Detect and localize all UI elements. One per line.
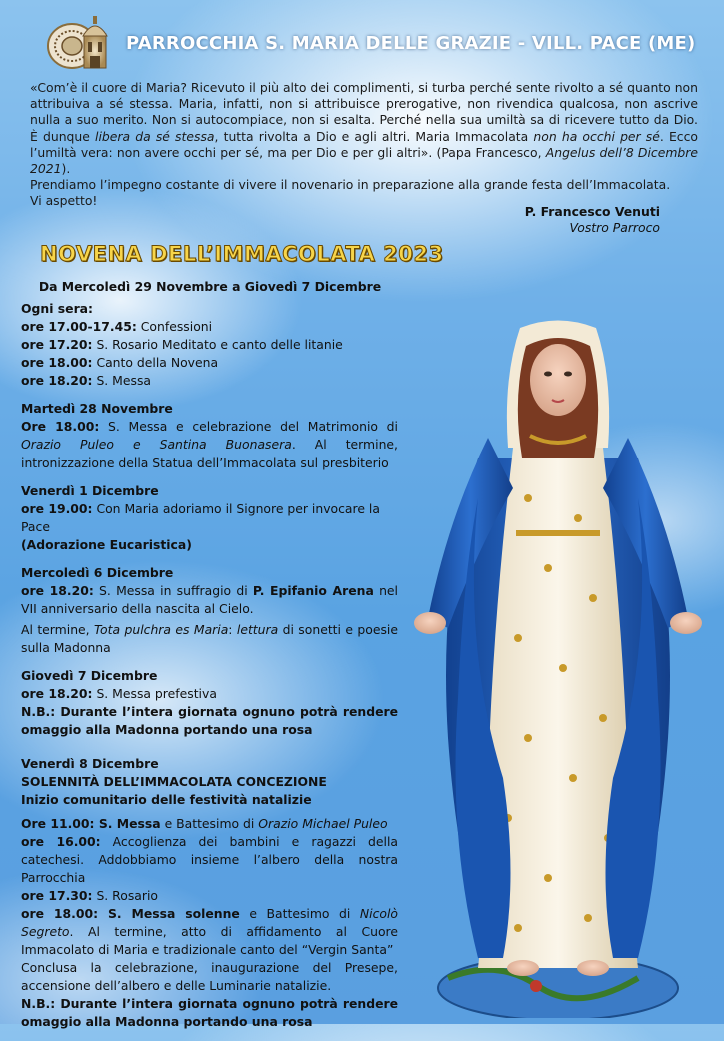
item-text: S. Rosario — [92, 888, 158, 903]
item-text: Canto della Novena — [92, 355, 219, 370]
solemnity-heading: SOLENNITÀ DELL’IMMACOLATA CONCEZIONE — [21, 774, 327, 789]
item-text: : — [228, 622, 237, 637]
intro-text-d: ). — [61, 161, 71, 177]
intro-italic-3: Angelus dell’8 Dicembre 2021 — [30, 144, 698, 177]
intro-italic-2: non ha occhi per sé — [533, 128, 660, 144]
item-text: . Al termine, atto di affidamento al Cuore Immacolato di Maria e tradizionale canto del “Vergin Santa” — [21, 924, 398, 957]
venerdi8-line-2 — [21, 833, 398, 887]
time-label: ore 19.00: — [21, 501, 93, 516]
time-label: ore 18.00: S. Messa solenne — [21, 906, 240, 921]
intro-text-c: . Ecco l’umiltà vera: non avere occhi per sé, ma per Dio e per gli altri». (Papa Francesco, — [30, 128, 698, 160]
time-label: ore 17.00-17.45: — [21, 319, 137, 334]
item-text: Accoglienza dei bambini e ragazzi della catechesi. Addobbiamo insieme l’albero della nostra Parrocchia — [21, 834, 398, 885]
venerdi1-text — [21, 500, 398, 536]
item-text: e Battesimo di — [239, 906, 360, 921]
block-venerdi-8 — [21, 755, 398, 1031]
item-text: di sonetti e poesie sulla Madonna — [21, 622, 398, 655]
time-label: ore 16.00: — [21, 834, 101, 849]
mercoledi6-heading: Mercoledì 6 Dicembre — [21, 565, 174, 580]
item-text: S. Messa prefestiva — [92, 686, 217, 701]
list-item — [21, 336, 398, 354]
intro-text-b: , tutta rivolta a Dio e agli altri. Maria Immacolata — [214, 128, 534, 144]
venerdi8-line-1 — [21, 815, 398, 833]
item-text: Con Maria adoriamo il Signore per invocare la Pace — [21, 501, 380, 534]
list-item — [21, 318, 398, 336]
item-text: . Al termine, intronizzazione della Statua dell’Immacolata sul presbiterio — [21, 437, 398, 470]
time-label: ore 18.20: — [21, 583, 94, 598]
time-label: Ore 11.00: S. Messa — [21, 816, 161, 831]
time-label: Ore 18.00: — [21, 419, 100, 434]
item-text: Al termine, — [21, 622, 95, 637]
giovedi7-heading: Giovedì 7 Dicembre — [21, 668, 158, 683]
martedi-heading: Martedì 28 Novembre — [21, 401, 173, 416]
giovedi7-nb: N.B.: Durante l’intera giornata ognuno potrà rendere omaggio alla Madonna portando una rosa — [21, 704, 398, 737]
item-text: S. Messa — [92, 373, 151, 388]
priest-name: P. Epifanio Arena — [252, 583, 374, 598]
venerdi8-line-5: Conclusa la celebrazione, inaugurazione del Presepe, accensione dell’albero e delle Luminarie natalizie. — [21, 960, 398, 993]
list-item — [21, 354, 398, 372]
festivities-heading: Inizio comunitario delle festività natalizie — [21, 792, 312, 807]
time-label: ore 17.20: — [21, 337, 93, 352]
item-text: nel VII anniversario della nascita al Cielo. — [21, 583, 399, 616]
item-text: S. Rosario Meditato e canto delle litanie — [92, 337, 343, 352]
couple-names: Orazio Puleo e Santina Buonasera — [21, 437, 292, 452]
ogni-sera-heading: Ogni sera: — [21, 301, 93, 316]
venerdi8-line-3 — [21, 887, 398, 905]
block-mercoledi-6 — [21, 564, 398, 657]
program — [21, 300, 398, 1041]
signature-name: P. Francesco Venuti — [524, 204, 660, 219]
event-title: Tota pulchra es Maria — [94, 622, 229, 637]
adoration-label: (Adorazione Eucaristica) — [21, 537, 192, 552]
item-italic: lettura — [236, 622, 279, 637]
novena-title: NOVENA DELL’IMMACOLATA 2023 — [40, 242, 444, 266]
venerdi8-line-4 — [21, 905, 398, 959]
intro-paragraph-2: Prendiamo l’impegno costante di vivere il novenario in preparazione alla grande festa dell’Immacolata. — [30, 177, 671, 193]
venerdi8-heading: Venerdì 8 Dicembre — [21, 756, 159, 771]
time-label: ore 18.20: — [21, 373, 93, 388]
parish-title: PARROCCHIA S. MARIA DELLE GRAZIE - VILL. PACE (ME) — [126, 32, 696, 54]
baptism-name: Orazio Michael Puleo — [258, 816, 388, 831]
novena-dates: Da Mercoledì 29 Novembre a Giovedì 7 Dicembre — [38, 279, 382, 294]
venerdi1-heading: Venerdì 1 Dicembre — [21, 483, 159, 498]
block-giovedi-7 — [21, 667, 398, 739]
item-text: S. Messa e celebrazione del Matrimonio di — [99, 419, 398, 434]
intro-text — [30, 80, 698, 210]
intro-paragraph-3: Vi aspetto! — [30, 193, 98, 209]
time-label: ore 17.30: — [21, 888, 93, 903]
signature-role: Vostro Parroco — [569, 220, 660, 235]
intro-italic-1: libera da sé stessa — [95, 128, 215, 144]
item-text: S. Messa in suffragio di — [93, 583, 253, 598]
intro-paragraph-1 — [30, 80, 698, 177]
intro-text-a: «Com’è il cuore di Maria? Ricevuto il più alto dei complimenti, si turba perché sente rivolto a sé quanto non attribuiva a sé stessa. Maria, infatti, non si attribuisce prerogative, non rivendica qualcosa, non ascrive nulla a suo merito. Non si autocompiace, non si esalta. Perché nella sua umiltà sa di ricevere tutto da Dio. È dunque — [30, 80, 698, 144]
time-label: ore 18.00: — [21, 355, 93, 370]
item-text: e Battesimo di — [160, 816, 259, 831]
martedi-text — [21, 418, 398, 472]
immaculate-mary-statue-image-icon — [408, 318, 708, 1018]
venerdi8-nb: N.B.: Durante l’intera giornata ognuno potrà rendere omaggio alla Madonna portando una rosa — [21, 996, 398, 1029]
item-text: Confessioni — [136, 319, 213, 334]
block-ogni-sera — [21, 300, 398, 390]
time-label: ore 18.20: — [21, 686, 93, 701]
giovedi7-text — [21, 685, 398, 703]
signature — [525, 204, 660, 236]
baptism-name: Nicolò Segreto — [21, 906, 398, 939]
block-venerdi-1 — [21, 482, 398, 554]
mercoledi6-text-2 — [21, 621, 398, 657]
mercoledi6-text — [21, 582, 398, 618]
block-martedi — [21, 400, 398, 472]
list-item — [21, 372, 398, 390]
header — [46, 12, 695, 74]
church-dome-logo-icon — [46, 12, 112, 74]
